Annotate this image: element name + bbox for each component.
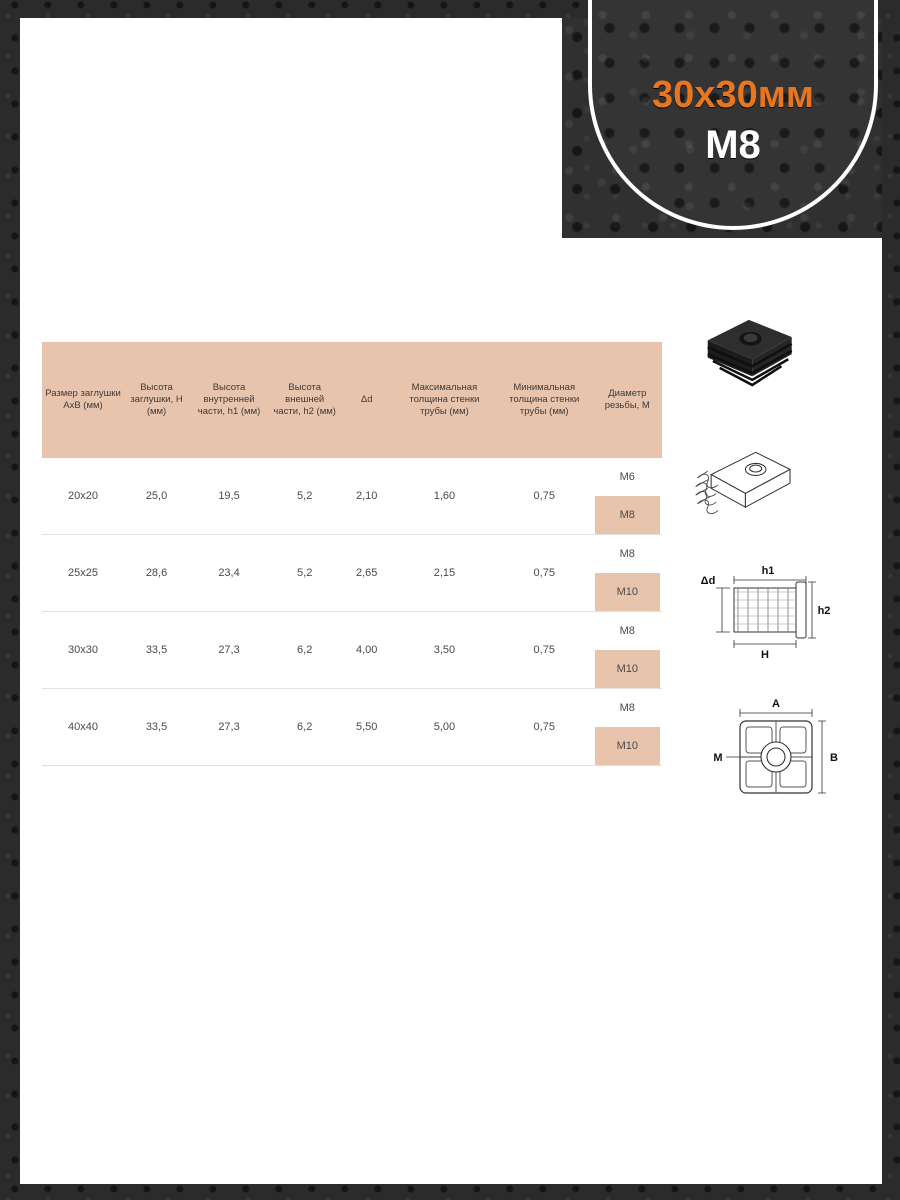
- cell-wall-min: 0,75: [496, 458, 593, 535]
- top-view-icon: [682, 697, 872, 817]
- cell-thread-options: [593, 535, 662, 612]
- cell-h2: 5,2: [269, 458, 340, 535]
- label-H: H: [761, 649, 769, 661]
- cell-height-h: 25,0: [124, 458, 189, 535]
- label-delta-d: Δd: [700, 575, 716, 587]
- cell-size: 40x40: [42, 689, 124, 766]
- cell-h2: 6,2: [269, 689, 340, 766]
- cell-thread-options: [593, 612, 662, 689]
- side-view-icon: [682, 558, 872, 678]
- cell-thread-options: [593, 458, 662, 535]
- label-B: B: [830, 752, 838, 764]
- label-h2: h2: [817, 605, 831, 617]
- cell-size: 25x25: [42, 535, 124, 612]
- spec-table-container: [42, 342, 662, 766]
- cell-wall-max: 2,15: [393, 535, 496, 612]
- table-header-row: [42, 342, 662, 458]
- cell-h1: 27,3: [189, 689, 269, 766]
- badge-thread-label: M8: [705, 122, 761, 167]
- header-delta-d: Δd: [340, 342, 393, 458]
- cell-height-h: 28,6: [124, 535, 189, 612]
- spec-table: [42, 342, 662, 766]
- label-M: M: [713, 752, 723, 764]
- thread-option[interactable]: M8: [619, 548, 635, 560]
- cell-height-h: 33,5: [124, 612, 189, 689]
- cell-h1: 19,5: [189, 458, 269, 535]
- cell-wall-max: 1,60: [393, 458, 496, 535]
- cell-wall-max: 3,50: [393, 612, 496, 689]
- cell-wall-max: 5,00: [393, 689, 496, 766]
- table-row: [42, 612, 662, 689]
- cell-wall-min: 0,75: [496, 535, 593, 612]
- thread-option[interactable]: M6: [619, 471, 635, 483]
- badge-size-label: 30x30мм: [652, 74, 814, 117]
- plug-photo-top: [682, 300, 872, 415]
- label-A: A: [772, 698, 780, 710]
- cell-wall-min: 0,75: [496, 612, 593, 689]
- cell-h1: 27,3: [189, 612, 269, 689]
- cell-delta-d: 5,50: [340, 689, 393, 766]
- header-height-h2: Высота внешней части, h2 (мм): [269, 342, 340, 458]
- plug-cutaway-drawing: [682, 429, 872, 544]
- table-row: [42, 535, 662, 612]
- header-size: Размер заглушки АхВ (мм): [42, 342, 124, 458]
- header-height-h: Высота заглушки, H (мм): [124, 342, 189, 458]
- header-height-h1: Высота внутренней части, h1 (мм): [189, 342, 269, 458]
- illustration-column: [682, 300, 872, 836]
- cell-h2: 5,2: [269, 535, 340, 612]
- thread-option-selected[interactable]: M8: [595, 496, 660, 534]
- side-view-diagram: [682, 558, 872, 683]
- thread-option[interactable]: M8: [619, 625, 635, 637]
- cell-size: 20x20: [42, 458, 124, 535]
- cell-h2: 6,2: [269, 612, 340, 689]
- cell-thread-options: [593, 689, 662, 766]
- cell-size: 30x30: [42, 612, 124, 689]
- plug-3d-icon: [682, 300, 802, 410]
- top-view-diagram: [682, 697, 872, 822]
- table-row: [42, 689, 662, 766]
- thread-option-selected[interactable]: M10: [595, 573, 660, 611]
- cell-h1: 23,4: [189, 535, 269, 612]
- cell-delta-d: 2,65: [340, 535, 393, 612]
- thread-option[interactable]: M8: [619, 702, 635, 714]
- cell-height-h: 33,5: [124, 689, 189, 766]
- frame-border-right: [882, 0, 900, 1200]
- thread-option-selected[interactable]: M10: [595, 650, 660, 688]
- cell-wall-min: 0,75: [496, 689, 593, 766]
- table-row: [42, 458, 662, 535]
- thread-option-selected[interactable]: M10: [595, 727, 660, 765]
- header-wall-max: Максимальная толщина стенки трубы (мм): [393, 342, 496, 458]
- cell-delta-d: 2,10: [340, 458, 393, 535]
- header-thread-diameter: Диаметр резьбы, M: [593, 342, 662, 458]
- frame-border-bottom: [0, 1184, 900, 1200]
- label-h1: h1: [761, 565, 775, 577]
- plug-cutaway-icon: [682, 429, 802, 539]
- frame-border-left: [0, 0, 20, 1200]
- cell-delta-d: 4,00: [340, 612, 393, 689]
- header-wall-min: Минимальная толщина стенки трубы (мм): [496, 342, 593, 458]
